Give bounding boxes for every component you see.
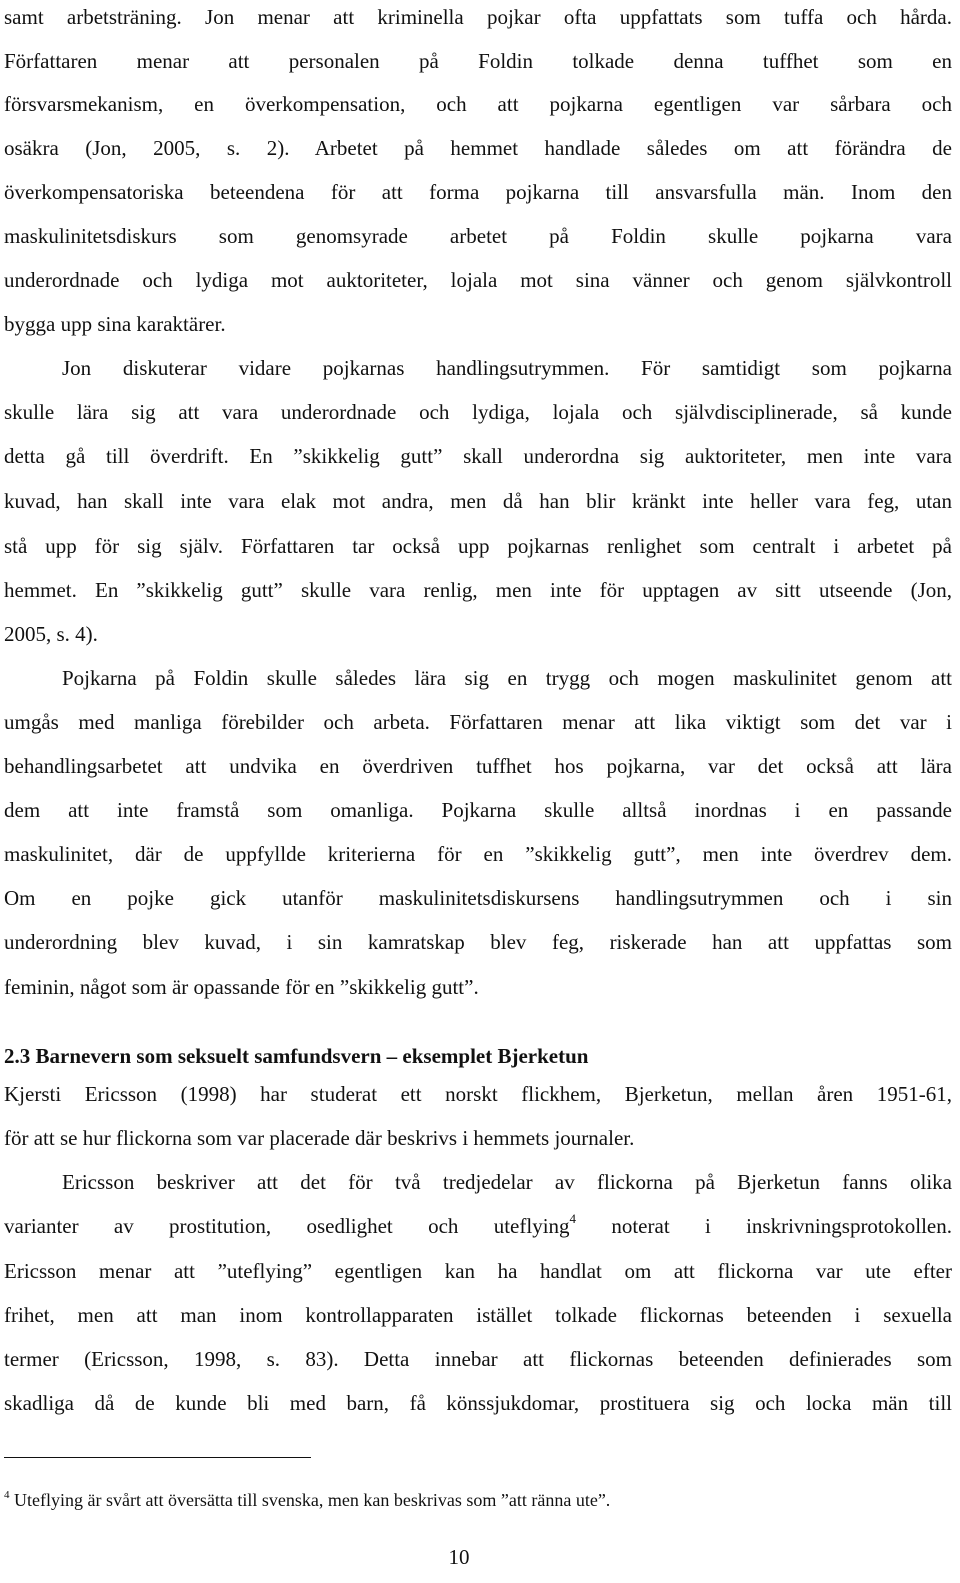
body-text-segment: varianter av prostitution, osedlighet och uteflying — [4, 1214, 570, 1238]
body-line: behandlingsarbetet att undvika en överdriven tuffhet hos pojkarna, var det också att lära — [4, 754, 952, 778]
body-line: detta gå till överdrift. En ”skikkelig gutt” skall underordna sig auktoriteter, men inte vara — [4, 444, 952, 468]
body-line: maskulinitetsdiskurs som genomsyrade arbetet på Foldin skulle pojkarna vara — [4, 224, 952, 248]
body-line: termer (Ericsson, 1998, s. 83). Detta innebar att flickornas beteenden definierades som — [4, 1347, 952, 1371]
body-line: underordning blev kuvad, i sin kamratskap blev feg, riskerade han att uppfattas som — [4, 930, 952, 954]
body-line: för att se hur flickorna som var placerade där beskrivs i hemmets journaler. — [4, 1126, 635, 1150]
body-line: feminin, något som är opassande för en ”skikkelig gutt”. — [4, 975, 479, 999]
body-line: osäkra (Jon, 2005, s. 2). Arbetet på hemmet handlade således om att förändra de — [4, 136, 952, 160]
body-line: Författaren menar att personalen på Foldin tolkade denna tuffhet som en — [4, 49, 952, 73]
body-line: stå upp för sig själv. Författaren tar också upp pojkarnas renlighet som centralt i arbetet på — [4, 534, 952, 558]
section-heading: 2.3 Barnevern som seksuelt samfundsvern – eksemplet Bjerketun — [4, 1044, 589, 1068]
body-line: försvarsmekanism, en överkompensation, och att pojkarna egentligen var sårbara och — [4, 92, 952, 116]
footnote-text: Uteflying är svårt att översätta till svenska, men kan beskrivas som ”att ränna ute”. — [14, 1490, 611, 1510]
body-text-segment: noterat i inskrivningsprotokollen. — [611, 1214, 953, 1238]
body-line: Ericsson beskriver att det för två tredjedelar av flickorna på Bjerketun fanns olika — [62, 1170, 952, 1194]
body-line: frihet, men att man inom kontrollapparaten istället tolkade flickornas beteenden i sexuella — [4, 1303, 952, 1327]
body-line: Kjersti Ericsson (1998) har studerat ett norskt flickhem, Bjerketun, mellan åren 1951-61, — [4, 1082, 952, 1106]
footnote-divider — [4, 1457, 311, 1458]
body-line: överkompensatoriska beteendena för att forma pojkarna till ansvarsfulla män. Inom den — [4, 180, 952, 204]
body-line: skulle lära sig att vara underordnade och lydiga, lojala och självdisciplinerade, så kunde — [4, 400, 952, 424]
body-line: hemmet. En ”skikkelig gutt” skulle vara renlig, men inte för upptagen av sitt utseende (Jon, — [4, 578, 952, 602]
body-line: Jon diskuterar vidare pojkarnas handlingsutrymmen. För samtidigt som pojkarna — [62, 356, 952, 380]
page-number: 10 — [448, 1545, 470, 1569]
footnote-marker: 4 — [4, 1489, 10, 1501]
body-line: 2005, s. 4). — [4, 622, 98, 646]
body-line: maskulinitet, där de uppfyllde kriterierna för en ”skikkelig gutt”, men inte överdrev dem. — [4, 842, 952, 866]
body-line: Pojkarna på Foldin skulle således lära sig en trygg och mogen maskulinitet genom att — [62, 666, 952, 690]
body-line-with-footnote — [4, 1213, 952, 1239]
footnote — [4, 1489, 610, 1511]
body-line: skadliga då de kunde bli med barn, få könssjukdomar, prostituera sig och locka män till — [4, 1391, 952, 1415]
body-line: Ericsson menar att ”uteflying” egentligen kan ha handlat om att flickorna var ute efter — [4, 1259, 952, 1283]
body-line: bygga upp sina karaktärer. — [4, 312, 226, 336]
body-line: samt arbetsträning. Jon menar att kriminella pojkar ofta uppfattats som tuffa och hårda. — [4, 5, 952, 29]
footnote-reference[interactable]: 4 — [569, 1211, 577, 1226]
body-line: kuvad, han skall inte vara elak mot andra, men då han blir kränkt inte heller vara feg, utan — [4, 489, 952, 513]
body-line: underordnade och lydiga mot auktoriteter, lojala mot sina vänner och genom självkontroll — [4, 268, 952, 292]
body-line: umgås med manliga förebilder och arbeta. Författaren menar att lika viktigt som det var i — [4, 710, 952, 734]
body-line: Om en pojke gick utanför maskulinitetsdiskursens handlingsutrymmen och i sin — [4, 886, 952, 910]
body-line: dem att inte framstå som omanliga. Pojkarna skulle alltså inordnas i en passande — [4, 798, 952, 822]
